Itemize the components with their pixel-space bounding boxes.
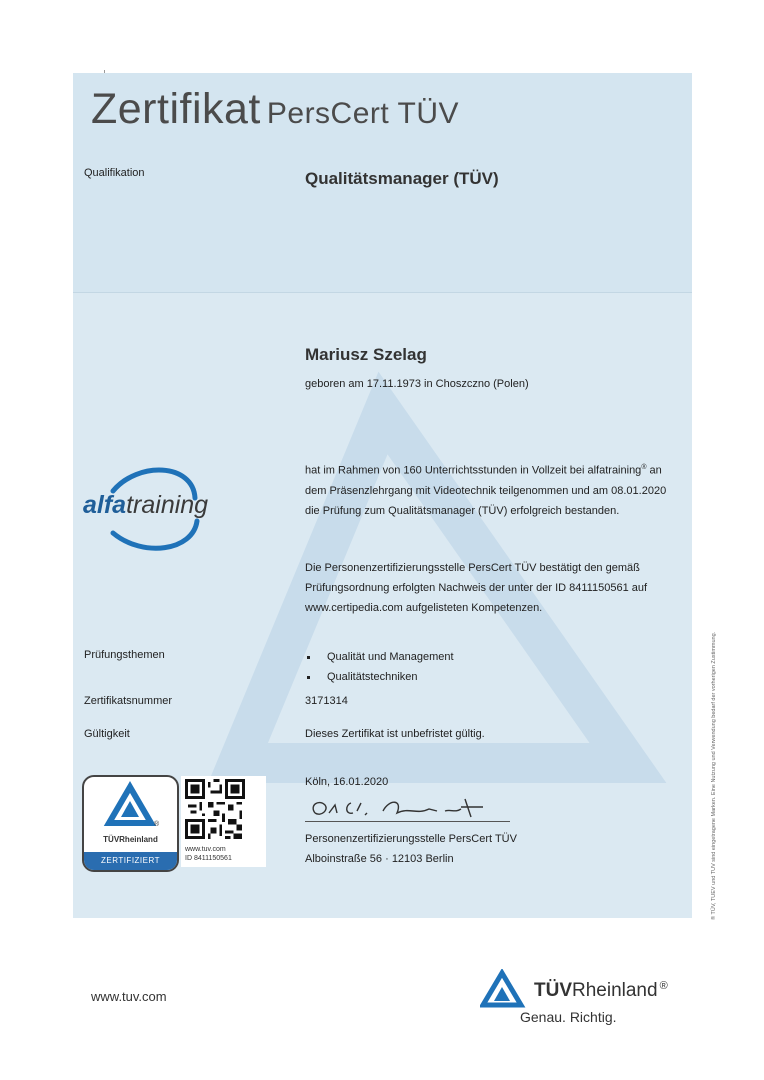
footer-brand-rest: Rheinland bbox=[572, 980, 658, 1001]
qualification-value: Qualitätsmanager (TÜV) bbox=[305, 169, 499, 188]
qr-block bbox=[181, 776, 266, 867]
participation-paragraph bbox=[305, 458, 675, 521]
list-item: Qualität und Management bbox=[305, 647, 454, 667]
certificate-title bbox=[91, 85, 459, 134]
title-main: Zertifikat bbox=[91, 85, 261, 133]
holder-birth: geboren am 17.11.1973 in Choszczno (Polen) bbox=[305, 378, 529, 390]
registered-mark: ® bbox=[641, 464, 647, 471]
confirmation-paragraph: Die Personenzertifizierungsstelle PersCert TÜV bestätigt den gemäß Prüfungsordnung erfolgten Nachweis der unter der ID 8411150561 auf www.certipedia.com aufgelisteten Kompetenzen. bbox=[305, 562, 648, 614]
exam-topics-list bbox=[305, 647, 454, 687]
list-item: Qualitätstechniken bbox=[305, 667, 454, 687]
validity-value: Dieses Zertifikat ist unbefristet gültig. bbox=[305, 728, 485, 740]
issuer-name: Personenzertifizierungsstelle PersCert TÜV bbox=[305, 833, 517, 845]
footer-brand-bold: TÜV bbox=[534, 980, 572, 1001]
badge-band: ZERTIFIZIERT bbox=[84, 852, 177, 870]
badge-registered-mark: ® bbox=[154, 821, 160, 828]
title-sub: PersCert TÜV bbox=[266, 97, 460, 130]
alfatraining-wordmark bbox=[83, 491, 208, 520]
holder-name: Mariusz Szelag bbox=[305, 345, 427, 364]
certificate-number-value: 3171314 bbox=[305, 695, 348, 707]
certificate-number-label: Zertifikatsnummer bbox=[84, 695, 173, 707]
qr-id: ID 8411150561 bbox=[185, 855, 232, 862]
trademark-note: ® TÜV, TUEV und TUV sind eingetragene Marken. Eine Nutzung und Verwendung bedarf der vorherigen Zustimmung. bbox=[711, 631, 717, 920]
qualification-label: Qualifikation bbox=[84, 167, 145, 179]
footer-url[interactable]: www.tuv.com bbox=[91, 989, 167, 1004]
validity-label: Gültigkeit bbox=[84, 728, 130, 740]
alfatraining-logo bbox=[83, 463, 223, 553]
qr-url: www.tuv.com bbox=[185, 846, 226, 853]
tuv-triangle-icon bbox=[480, 969, 528, 1009]
certificate bbox=[73, 73, 692, 918]
footer-brand bbox=[534, 980, 668, 1002]
participation-text-2: an dem Präsenzlehrgang mit Videotechnik teilgenommen und am 08.01.2020 die Prüfung zum Qualitätsmanager (TÜV) erfolgreich bestanden. bbox=[305, 464, 667, 517]
alfa-suffix: training bbox=[126, 491, 209, 519]
participation-text-1: hat im Rahmen von 160 Unterrichtsstunden in Vollzeit bei alfatraining bbox=[305, 464, 642, 477]
footer-registered-mark: ® bbox=[659, 980, 668, 992]
tuv-triangle-icon bbox=[84, 777, 177, 837]
footer-slogan: Genau. Richtig. bbox=[520, 1009, 617, 1025]
tuv-certified-badge bbox=[82, 775, 179, 872]
alfa-prefix: alfa bbox=[83, 491, 127, 519]
qr-code[interactable] bbox=[185, 779, 245, 839]
exam-topics-label: Prüfungsthemen bbox=[84, 649, 165, 661]
place-date: Köln, 16.01.2020 bbox=[305, 776, 389, 788]
signature-line bbox=[305, 821, 510, 822]
issuer-address: Alboinstraße 56 · 12103 Berlin bbox=[305, 853, 454, 865]
badge-brand: TÜVRheinland bbox=[103, 835, 158, 844]
footer-tuv-logo bbox=[480, 966, 710, 1030]
